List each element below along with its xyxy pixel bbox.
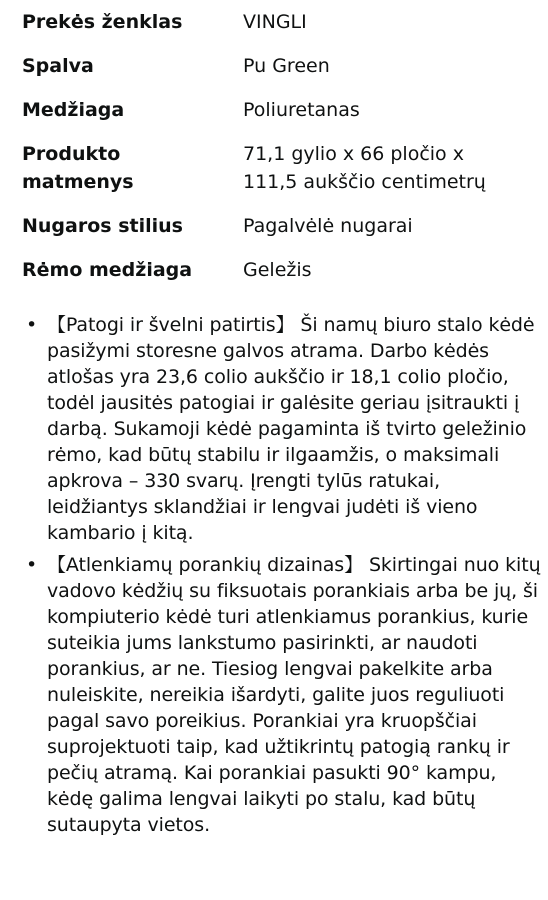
feature-bullet-list: [20, 312, 542, 838]
spec-label: Rėmo medžiaga: [22, 259, 193, 281]
bullet-text: 【Atlenkiamų porankių dizainas】 Skirtingai nuo kitų vadovo kėdžių su fiksuotais porankiais arba be jų, ši kompiuterio kėdė turi atlenkiamus porankius, kurie suteikia jums lankstumo pasirinkti, ar naudoti porankius, ar ne. Tiesiog lengvai pakelkite arba nuleiskite, nereikia išardyti, galite juos reguliuoti pagal savo poreikius. Porankiai yra kruopščiai suprojektuoti taip, kad užtikrintų patogią rankų ir pečių atramą. Kai porankiai pasukti 90° kampu, kėdę galima lengvai laikyti po stalu, kad būtų sutaupyta vietos.: [47, 554, 541, 836]
spec-value: VINGLI: [243, 11, 307, 33]
list-item: [20, 552, 542, 838]
list-item: [20, 312, 542, 546]
spec-value: 71,1 gylio x 66 pločio x 111,5 aukščio centimetrų: [243, 143, 486, 193]
spec-label: Medžiaga: [22, 99, 125, 121]
spec-row-brand: [22, 8, 542, 36]
spec-label: Prekės ženklas: [22, 11, 183, 33]
spec-row-back-style: [22, 212, 542, 240]
bullet-icon: •: [26, 314, 38, 336]
spec-value: Pu Green: [243, 55, 330, 77]
spec-row-frame-material: [22, 256, 542, 284]
spec-value: Poliuretanas: [243, 99, 360, 121]
bullet-icon: •: [26, 554, 38, 576]
bullet-text: 【Patogi ir švelni patirtis】 Ši namų biuro stalo kėdė pasižymi storesne galvos atrama. Darbo kėdės atlošas yra 23,6 colio aukščio ir 18,1 colio pločio, todėl jausitės patogiai ir galėsite geriau įsitraukti į darbą. Sukamoji kėdė pagaminta iš tvirto geležinio rėmo, kad būtų stabilu ir ilgaamžis, o maksimali apkrova – 330 svarų. Įrengti tylūs ratukai, leidžiantys sklandžiai ir lengvai judėti iš vieno kambario į kitą.: [47, 314, 535, 544]
spec-label: Nugaros stilius: [22, 215, 183, 237]
spec-row-color: [22, 52, 542, 80]
product-specs-table: [22, 0, 542, 284]
spec-label: Spalva: [22, 55, 94, 77]
spec-row-material: [22, 96, 542, 124]
spec-row-dimensions: [22, 140, 542, 196]
spec-label: Produkto matmenys: [22, 143, 134, 193]
spec-value: Geležis: [243, 259, 312, 281]
spec-value: Pagalvėlė nugarai: [243, 215, 413, 237]
